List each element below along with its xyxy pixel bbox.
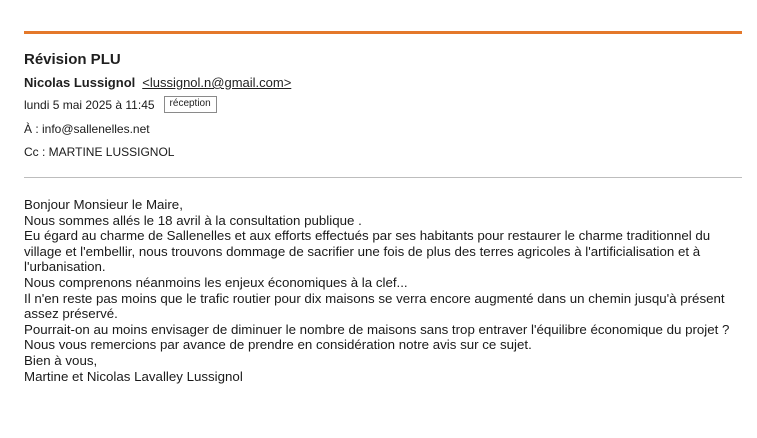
body-line: Martine et Nicolas Lavalley Lussignol [24,368,243,384]
header-divider [24,177,742,178]
recipient-cc: Cc : MARTINE LUSSIGNOL [24,145,175,159]
sender-email-link[interactable]: <lussignol.n@gmail.com> [142,75,292,90]
body-line: Bien à vous, [24,352,98,368]
body-line: Nous comprenons néanmoins les enjeux économiques à la clef... [24,274,408,290]
sender-line [24,75,291,90]
email-subject: Révision PLU [24,51,121,68]
body-line: Bonjour Monsieur le Maire, [24,197,183,212]
email-body [24,197,736,384]
header-accent-rule [24,31,742,34]
body-line: Nous vous remercions par avance de prendre en considération notre avis sur ce sujet. [24,337,532,353]
folder-badge[interactable]: réception [164,96,217,113]
body-line: Pourrait-on au moins envisager de diminuer le nombre de maisons sans trop entraver l'équilibre économique du projet ? [24,321,730,337]
sender-name: Nicolas Lussignol [24,75,136,90]
recipient-to: À : info@sallenelles.net [24,122,150,136]
body-line: Eu égard au charme de Sallenelles et aux efforts effectués par ses habitants pour restaurer le charme traditionnel du village et l'embellir, nous trouvons dommage de sacrifier une fois de plus des terres agricoles à l'artificialisation et à l'urbanisation. [24,228,711,275]
email-date: lundi 5 mai 2025 à 11:45 [24,97,155,112]
body-line: Il n'en reste pas moins que le trafic routier pour dix maisons se verra encore augmenté dans un chemin jusqu'à présent assez préservé. [24,290,725,322]
body-line: Nous sommes allés le 18 avril à la consultation publique . [24,212,362,228]
date-line [24,96,217,113]
